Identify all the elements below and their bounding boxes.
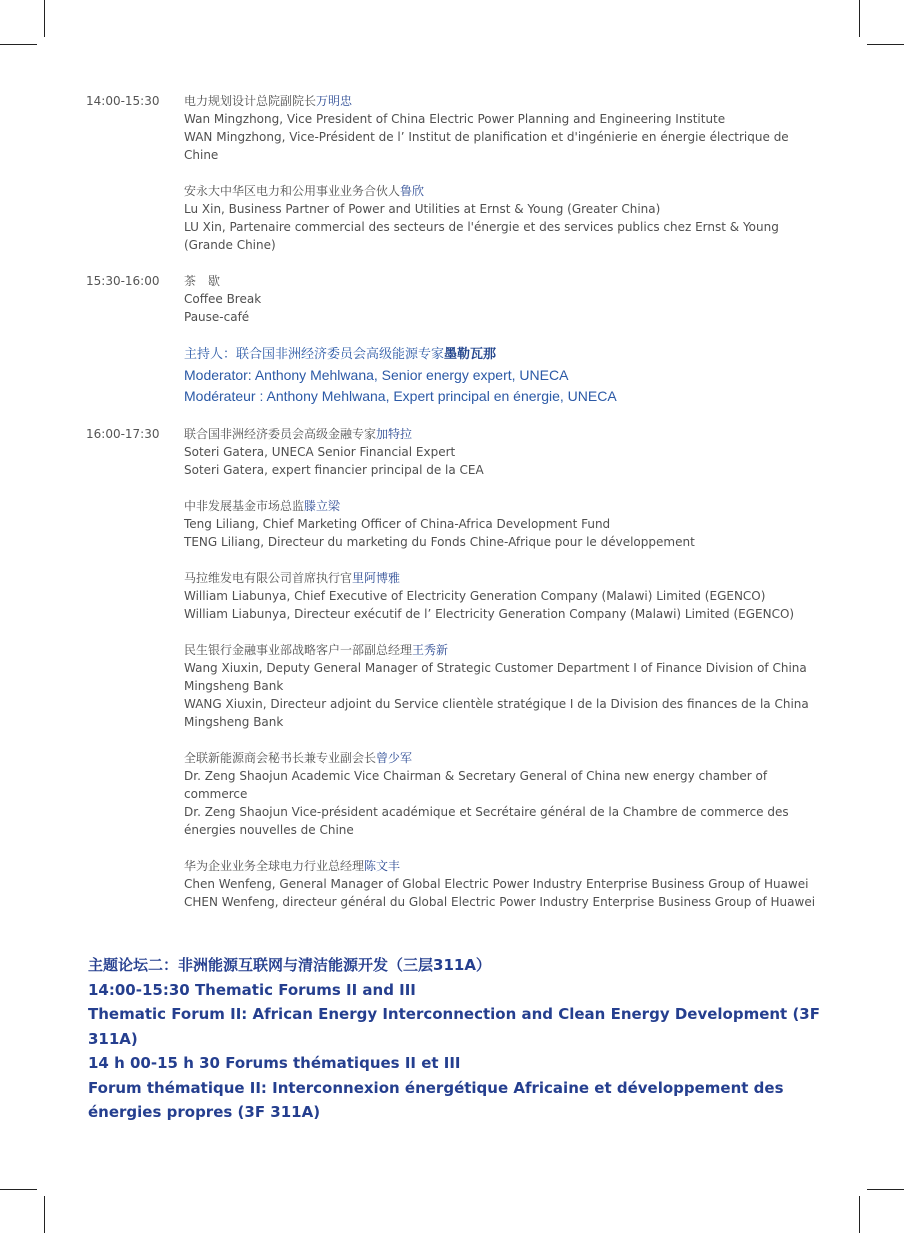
moderator-zh-name: 墨勒瓦那 [444, 347, 497, 362]
crop-mark [859, 0, 860, 37]
speaker-zh [184, 857, 821, 875]
speaker-fr: WANG Xiuxin, Directeur adjoint du Service clientèle stratégique I de la Division des finances de la China Mingsheng Bank [184, 697, 809, 729]
moderator-en: Moderator: Anthony Mehlwana, Senior energy expert, UNECA [184, 367, 569, 383]
speaker-zh-name: 加特拉 [376, 427, 413, 441]
speaker-entry [184, 857, 821, 911]
speaker-zh-name: 里阿博雅 [352, 571, 401, 585]
speaker-fr: WAN Mingzhong, Vice-Président de l’ Institut de planification et d'ingénierie en énergie électrique de Chine [184, 130, 789, 162]
slot-content [184, 272, 821, 407]
speaker-fr: Dr. Zeng Shaojun Vice-président académique et Secrétaire général de la Chambre de commerce des énergies nouvelles de Chine [184, 805, 789, 837]
speaker-zh [184, 497, 821, 515]
speaker-zh-name: 陈文丰 [364, 859, 401, 873]
speaker-zh-name: 王秀新 [412, 643, 449, 657]
crop-mark [0, 44, 37, 45]
moderator-block [184, 344, 821, 407]
speaker-fr: William Liabunya, Directeur exécutif de l’ Electricity Generation Company (Malawi) Limited (EGENCO) [184, 607, 795, 621]
agenda-slot [86, 92, 821, 254]
slot-time: 14:00-15:30 [86, 94, 160, 108]
speaker-en: Chen Wenfeng, General Manager of Global Electric Power Industry Enterprise Business Group of Huawei [184, 877, 809, 891]
speaker-zh-title: 联合国非洲经济委员会高级金融专家 [184, 427, 377, 441]
crop-mark [0, 1189, 37, 1190]
speaker-zh-title: 安永大中华区电力和公用事业业务合伙人 [184, 184, 401, 198]
moderator-zh-title: 主持人：联合国非洲经济委员会高级能源专家 [184, 347, 445, 362]
break-fr: Pause-café [184, 310, 250, 324]
forum-time-en: 14:00-15:30 Thematic Forums II and III [88, 980, 416, 999]
agenda-slot [86, 272, 821, 407]
speaker-zh-title: 马拉维发电有限公司首席执行官 [184, 571, 353, 585]
slot-content [184, 92, 821, 254]
forum-title-fr: Forum thématique II: Interconnexion énergétique Africaine et développement des énergies propres (3F 311A) [88, 1078, 784, 1121]
agenda [86, 92, 821, 929]
speaker-entry [184, 497, 821, 551]
speaker-zh [184, 182, 821, 200]
speaker-en: Soteri Gatera, UNECA Senior Financial Expert [184, 445, 456, 459]
speaker-entry [184, 569, 821, 623]
break-zh: 茶 歇 [184, 274, 221, 288]
speaker-en: Dr. Zeng Shaojun Academic Vice Chairman & Secretary General of China new energy chamber of commerce [184, 769, 768, 801]
moderator-zh [184, 344, 821, 365]
speaker-zh-title: 华为企业业务全球电力行业总经理 [184, 859, 365, 873]
speaker-zh-title: 中非发展基金市场总监 [184, 499, 305, 513]
speaker-entry [184, 425, 821, 479]
speaker-zh [184, 749, 821, 767]
crop-mark [867, 1189, 904, 1190]
crop-mark [44, 0, 45, 37]
crop-mark [44, 1196, 45, 1233]
speaker-zh [184, 641, 821, 659]
agenda-slot [86, 425, 821, 911]
forum-heading [88, 953, 828, 1125]
speaker-fr: CHEN Wenfeng, directeur général du Global Electric Power Industry Enterprise Business Group of Huawei [184, 895, 816, 909]
speaker-fr: TENG Liliang, Directeur du marketing du Fonds Chine-Afrique pour le développement [184, 535, 695, 549]
speaker-zh-name: 曾少军 [376, 751, 413, 765]
slot-time: 15:30-16:00 [86, 274, 160, 288]
speaker-zh [184, 92, 821, 110]
speaker-en: William Liabunya, Chief Executive of Electricity Generation Company (Malawi) Limited (EGENCO) [184, 589, 766, 603]
speaker-fr: LU Xin, Partenaire commercial des secteurs de l'énergie et des services publics chez Ernst & Young (Grande Chine) [184, 220, 779, 252]
speaker-zh-title: 电力规划设计总院副院长 [184, 94, 317, 108]
speaker-zh [184, 569, 821, 587]
speaker-en: Wan Mingzhong, Vice President of China Electric Power Planning and Engineering Institute [184, 112, 726, 126]
speaker-entry [184, 182, 821, 254]
forum-time-fr: 14 h 00-15 h 30 Forums thématiques II et III [88, 1054, 461, 1072]
speaker-fr: Soteri Gatera, expert financier principal de la CEA [184, 463, 484, 477]
speaker-en: Wang Xiuxin, Deputy General Manager of Strategic Customer Department I of Finance Division of China Mingsheng Bank [184, 661, 807, 693]
speaker-en: Lu Xin, Business Partner of Power and Utilities at Ernst & Young (Greater China) [184, 202, 661, 216]
speaker-zh-name: 滕立梁 [304, 499, 341, 513]
speaker-entry [184, 92, 821, 164]
moderator-fr: Modérateur : Anthony Mehlwana, Expert principal en énergie, UNECA [184, 388, 617, 404]
crop-mark [859, 1196, 860, 1233]
speaker-entry [184, 749, 821, 839]
speaker-zh [184, 425, 821, 443]
forum-zh-title: 主题论坛二：非洲能源互联网与清洁能源开发（三层311A） [88, 956, 491, 974]
speaker-en: Teng Liliang, Chief Marketing Officer of China-Africa Development Fund [184, 517, 611, 531]
slot-content [184, 425, 821, 911]
break-en: Coffee Break [184, 292, 262, 306]
speaker-zh-title: 全联新能源商会秘书长兼专业副会长 [184, 751, 377, 765]
crop-mark [867, 44, 904, 45]
speaker-zh-title: 民生银行金融事业部战略客户一部副总经理 [184, 643, 413, 657]
slot-time: 16:00-17:30 [86, 427, 160, 441]
break-entry [184, 272, 821, 326]
speaker-zh-name: 鲁欣 [400, 184, 425, 198]
forum-title-en: Thematic Forum II: African Energy Interconnection and Clean Energy Development (3F 311A) [88, 1005, 820, 1048]
speaker-zh-name: 万明忠 [316, 94, 353, 108]
speaker-entry [184, 641, 821, 731]
